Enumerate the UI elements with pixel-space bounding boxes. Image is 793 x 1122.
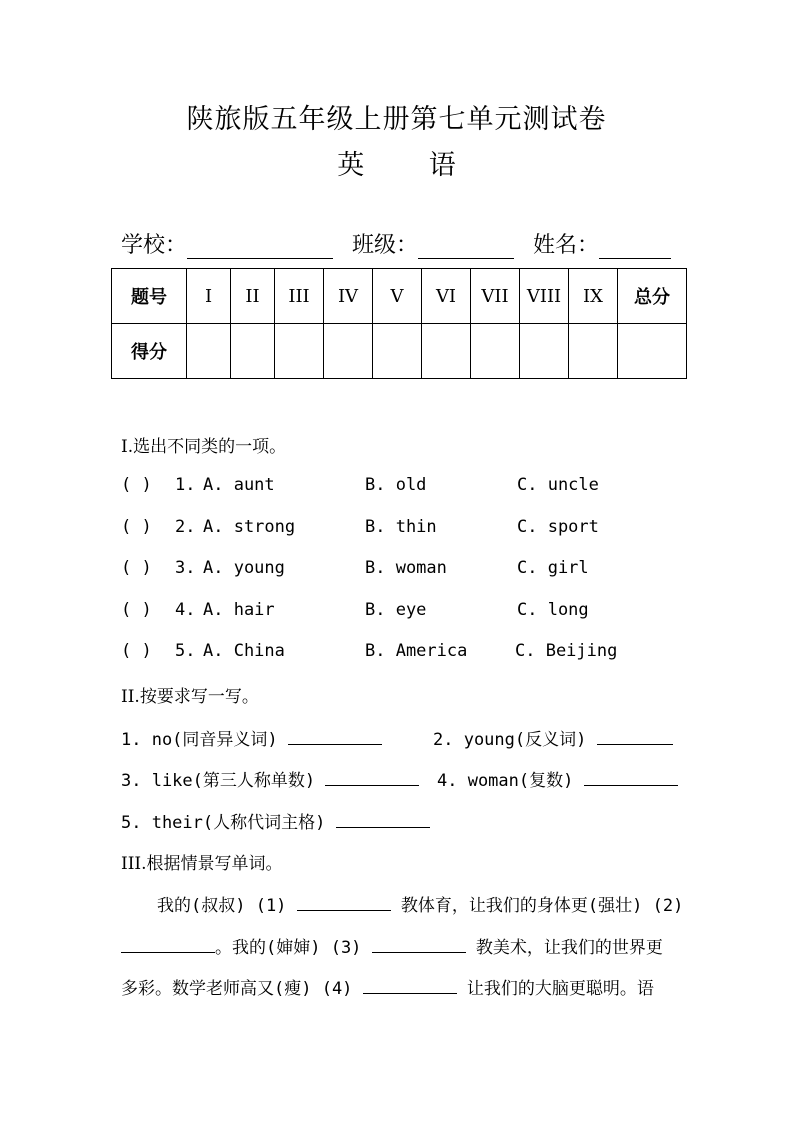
class-label: 班级： xyxy=(352,233,419,258)
fill-item-label: 3. like(第三人称单数) xyxy=(121,771,316,791)
option-b: B. thin xyxy=(365,517,437,537)
answer-blank[interactable] xyxy=(325,767,419,786)
name-blank[interactable] xyxy=(599,234,671,259)
option-a: A. young xyxy=(203,558,285,578)
header-cell-9: IX xyxy=(569,269,618,324)
answer-blank[interactable] xyxy=(297,892,391,911)
section-1-title: I.选出不同类的一项。 xyxy=(121,437,287,457)
score-cell[interactable] xyxy=(422,324,471,379)
fill-item xyxy=(437,766,678,791)
option-a: A. aunt xyxy=(203,475,275,495)
name-label: 姓名： xyxy=(533,233,600,258)
paragraph-text: 多彩。数学老师高又(瘦) (4) xyxy=(121,979,353,999)
answer-blank[interactable] xyxy=(363,975,457,994)
section-2-title: II.按要求写一写。 xyxy=(121,687,259,707)
fill-item xyxy=(121,766,419,791)
fill-item xyxy=(433,725,673,750)
option-a: A. strong xyxy=(203,517,296,537)
answer-paren[interactable]: ( ) xyxy=(121,517,152,537)
answer-blank[interactable] xyxy=(121,934,215,953)
question-number: 4. xyxy=(175,600,196,620)
paragraph-text: 。我的(婶婶) (3) xyxy=(215,938,362,958)
header-cell-question: 题号 xyxy=(112,269,187,324)
score-cell[interactable] xyxy=(187,324,231,379)
paragraph-line xyxy=(121,974,654,999)
header-cell-4: IV xyxy=(324,269,373,324)
question-number: 1. xyxy=(175,475,196,495)
score-table-header-row xyxy=(112,269,687,324)
answer-paren[interactable]: ( ) xyxy=(121,558,152,578)
school-blank[interactable] xyxy=(187,234,333,259)
question-number: 3. xyxy=(175,558,196,578)
option-c: C. girl xyxy=(517,558,589,578)
paragraph-line xyxy=(157,891,683,916)
class-blank[interactable] xyxy=(418,234,514,259)
paragraph-line xyxy=(121,933,663,958)
header-cell-6: VI xyxy=(422,269,471,324)
header-cell-5: V xyxy=(373,269,422,324)
question-number: 5. xyxy=(175,641,196,661)
fill-item-label: 4. woman(复数) xyxy=(437,771,574,791)
score-cell[interactable] xyxy=(569,324,618,379)
score-row-label: 得分 xyxy=(112,324,187,379)
section-3-title: III.根据情景写单词。 xyxy=(121,854,283,874)
option-b: B. old xyxy=(365,475,427,495)
score-cell[interactable] xyxy=(231,324,275,379)
answer-paren[interactable]: ( ) xyxy=(121,641,152,661)
header-cell-total: 总分 xyxy=(618,269,687,324)
answer-blank[interactable] xyxy=(336,809,430,828)
fill-item xyxy=(121,725,382,750)
header-cell-3: III xyxy=(275,269,324,324)
subject-title: 英 语 xyxy=(337,150,484,181)
fill-item-label: 2. young(反义词) xyxy=(433,730,587,750)
paragraph-text: 教美术，让我们的世界更 xyxy=(475,938,663,958)
score-cell-total[interactable] xyxy=(618,324,687,379)
answer-blank[interactable] xyxy=(288,726,382,745)
header-cell-8: VIII xyxy=(520,269,569,324)
score-cell[interactable] xyxy=(275,324,324,379)
score-table-score-row xyxy=(112,324,687,379)
option-c: C. Beijing xyxy=(515,641,618,661)
answer-paren[interactable]: ( ) xyxy=(121,600,152,620)
student-info-line xyxy=(121,228,671,259)
answer-paren[interactable]: ( ) xyxy=(121,475,152,495)
option-c: C. long xyxy=(517,600,589,620)
score-cell[interactable] xyxy=(324,324,373,379)
answer-blank[interactable] xyxy=(584,767,678,786)
option-c: C. sport xyxy=(517,517,599,537)
school-label: 学校： xyxy=(121,233,188,258)
paragraph-text: 教体育，让我们的身体更(强壮) (2) xyxy=(400,896,684,916)
fill-item xyxy=(121,808,430,833)
score-cell[interactable] xyxy=(373,324,422,379)
fill-item-label: 1. no(同音异义词) xyxy=(121,730,278,750)
header-cell-2: II xyxy=(231,269,275,324)
option-b: B. woman xyxy=(365,558,447,578)
option-a: A. hair xyxy=(203,600,275,620)
option-a: A. China xyxy=(203,641,285,661)
answer-blank[interactable] xyxy=(372,934,466,953)
score-cell[interactable] xyxy=(471,324,520,379)
header-cell-1: I xyxy=(187,269,231,324)
answer-blank[interactable] xyxy=(597,726,673,745)
paragraph-text: 我的(叔叔) (1) xyxy=(157,896,287,916)
paragraph-text: 让我们的大脑更聪明。语 xyxy=(466,979,654,999)
score-table xyxy=(111,268,687,379)
fill-item-label: 5. their(人称代词主格) xyxy=(121,813,326,833)
option-b: B. eye xyxy=(365,600,427,620)
option-b: B. America xyxy=(365,641,468,661)
header-cell-7: VII xyxy=(471,269,520,324)
score-cell[interactable] xyxy=(520,324,569,379)
question-number: 2. xyxy=(175,517,196,537)
option-c: C. uncle xyxy=(517,475,599,495)
page-title: 陕旅版五年级上册第七单元测试卷 xyxy=(186,104,607,135)
